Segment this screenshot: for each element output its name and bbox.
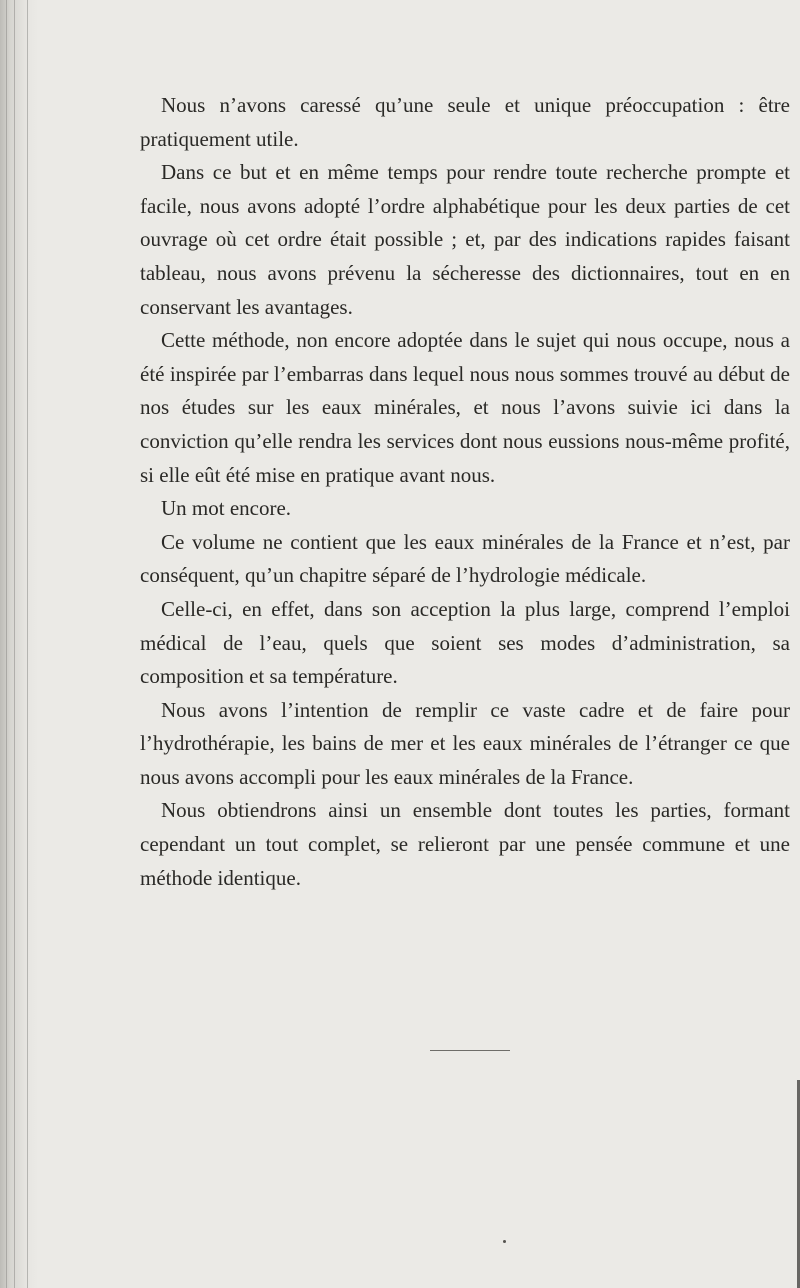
- binding-line: [6, 0, 7, 1288]
- binding-line: [27, 0, 28, 1288]
- body-text: [140, 89, 790, 895]
- paragraph: Dans ce but et en même temps pour rendre toute recherche prompte et facile, nous avons adopté l’ordre alphabétique pour les deux parties de cet ouvrage où cet ordre était possible ; et, par des indications rapides faisant tableau, nous avons prévenu la sécheresse des dictionnaires, tout en en conservant les avantages.: [140, 160, 790, 319]
- paragraph: Nous obtiendrons ainsi un ensemble dont toutes les parties, formant cependant un tout complet, se relieront par une pensée commune et une méthode identique.: [140, 798, 790, 890]
- binding-line: [14, 0, 15, 1288]
- paragraph: Nous avons l’intention de remplir ce vaste cadre et de faire pour l’hydrothérapie, les bains de mer et les eaux minérales de l’étranger ce que nous avons accompli pour les eaux minérales de la France.: [140, 697, 790, 789]
- paragraph: Nous n’avons caressé qu’une seule et unique préoccupation : être pratiquement utile.: [140, 93, 790, 151]
- paragraph: Celle-ci, en effet, dans son acception la plus large, comprend l’emploi médical de l’eau, quels que soient ses modes d’administration, sa composition et sa température.: [140, 596, 790, 689]
- paragraph: Cette méthode, non encore adoptée dans le sujet qui nous occupe, nous a été inspirée par l’embarras dans lequel nous nous sommes trouvé au début de nos études sur les eaux minérales, et nous l’avons suivie ici dans la conviction qu’elle rendra les services dont nous eussions nous-même profité, si elle eût été mise en pratique avant nous.: [140, 328, 790, 487]
- end-rule: [430, 1050, 510, 1051]
- paragraph: Ce volume ne contient que les eaux minérales de la France et n’est, par conséquent, qu’un chapitre séparé de l’hydrologie médicale.: [140, 529, 790, 588]
- print-speck: [503, 1240, 506, 1243]
- paragraph: Un mot encore.: [161, 496, 292, 521]
